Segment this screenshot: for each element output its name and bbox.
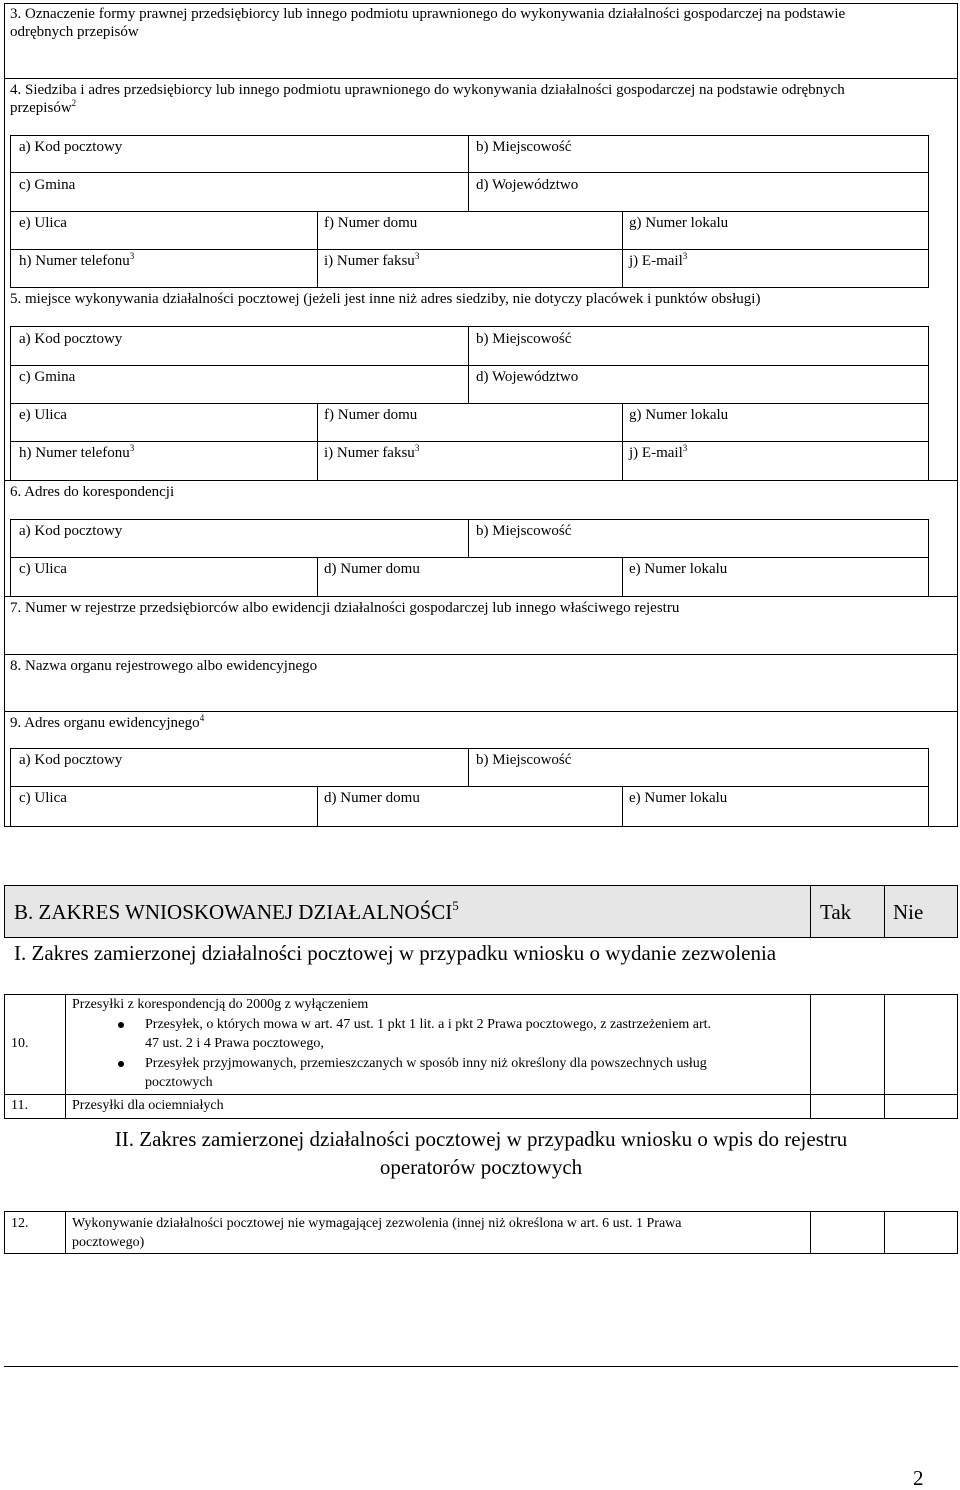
row10-nie-checkbox[interactable]: [885, 995, 956, 1093]
s7-title: 7. Numer w rejestrze przedsiębiorców albo ewidencji działalności gospodarczej lub innego właściwego rejestru: [10, 600, 680, 616]
s9-kod-label[interactable]: a) Kod pocztowy: [19, 752, 123, 768]
s4-numer-lokalu-label[interactable]: g) Numer lokalu: [629, 215, 729, 231]
s7-input-area[interactable]: [10, 620, 956, 653]
bullet-icon: [118, 1061, 124, 1067]
section-b-footnote-ref: 5: [452, 898, 459, 913]
s6-numer-domu-label[interactable]: d) Numer domu: [324, 561, 420, 577]
s9-numer-lokalu-label[interactable]: e) Numer lokalu: [629, 790, 728, 806]
s4-line2-text: przepisów: [10, 100, 72, 116]
page-number: 2: [913, 1466, 924, 1490]
s5-numer-domu-label[interactable]: f) Numer domu: [324, 407, 418, 423]
part-ii-title-line2: operatorów pocztowych: [379, 1155, 583, 1179]
s6-miejscowosc-label[interactable]: b) Miejscowość: [476, 523, 572, 539]
s5-miejscowosc-label[interactable]: b) Miejscowość: [476, 331, 572, 347]
s9-ulica-label[interactable]: c) Ulica: [19, 790, 67, 806]
s3-line1: 3. Oznaczenie formy prawnej przedsiębiorcy lub innego podmiotu uprawnionego do wykonywania działalności gospodarczej na podstawie: [10, 6, 846, 22]
bullet-icon: [118, 1022, 124, 1028]
s4-faks-text: i) Numer faksu: [324, 253, 415, 269]
row12-line1: Wykonywanie działalności pocztowej nie wymagającej zezwolenia (innej niż określona w art. 6 ust. 1 Prawa: [72, 1216, 682, 1231]
s5-numer-lokalu-label[interactable]: g) Numer lokalu: [629, 407, 729, 423]
row10-bullet1-line1: Przesyłek, o których mowa w art. 47 ust. 1 pkt 1 lit. a i pkt 2 Prawa pocztowego, z zastrzeżeniem art.: [145, 1017, 712, 1032]
s8-input-area[interactable]: [10, 678, 956, 710]
s6-kod-label[interactable]: a) Kod pocztowy: [19, 523, 123, 539]
s5-kod-label[interactable]: a) Kod pocztowy: [19, 331, 123, 347]
s6-title: 6. Adres do korespondencji: [10, 484, 175, 500]
s4-line1: 4. Siedziba i adres przedsiębiorcy lub innego podmiotu uprawnionego do wykonywania działalności gospodarczej na podstawie odrębnych: [10, 82, 845, 98]
footnote-ref: 3: [414, 443, 420, 453]
column-tak: Tak: [820, 900, 852, 924]
column-nie: Nie: [893, 900, 924, 924]
s3-line2: odrębnych przepisów: [10, 24, 139, 40]
footnote-ref: 3: [414, 251, 420, 261]
s5-title: 5. miejsce wykonywania działalności pocztowej (jeżeli jest inne niż adres siedziby, nie dotyczy placówek i punktów obsługi): [10, 291, 761, 307]
s9-title: [10, 713, 205, 731]
s4-email-text: j) E-mail: [629, 253, 683, 269]
s6-numer-lokalu-label[interactable]: e) Numer lokalu: [629, 561, 728, 577]
s6-ulica-label[interactable]: c) Ulica: [19, 561, 67, 577]
s4-telefon-label[interactable]: [19, 251, 135, 269]
s5-email-text: j) E-mail: [629, 445, 683, 461]
s4-gmina-label[interactable]: c) Gmina: [19, 177, 76, 193]
s4-ulica-label[interactable]: e) Ulica: [19, 215, 67, 231]
s4-email-label[interactable]: [629, 251, 688, 269]
row11-text: Przesyłki dla ociemniałych: [72, 1098, 224, 1113]
s9-footnote-ref: 4: [199, 713, 205, 723]
row12-number: 12.: [11, 1216, 29, 1231]
part-i-title: I. Zakres zamierzonej działalności pocztowej w przypadku wniosku o wydanie zezwolenia: [14, 941, 777, 965]
s5-gmina-label[interactable]: c) Gmina: [19, 369, 76, 385]
footnote-ref: 3: [682, 443, 688, 453]
s5-telefon-text: h) Numer telefonu: [19, 445, 130, 461]
s9-numer-domu-label[interactable]: d) Numer domu: [324, 790, 420, 806]
s4-miejscowosc-label[interactable]: b) Miejscowość: [476, 139, 572, 155]
s4-wojewodztwo-label[interactable]: d) Województwo: [476, 177, 579, 193]
s4-telefon-text: h) Numer telefonu: [19, 253, 130, 269]
footnote-ref: 3: [682, 251, 688, 261]
s5-wojewodztwo-label[interactable]: d) Województwo: [476, 369, 579, 385]
s4-footnote-ref: 2: [71, 98, 77, 108]
row10-intro: Przesyłki z korespondencją do 2000g z wyłączeniem: [72, 997, 369, 1012]
row12-tak-checkbox[interactable]: [811, 1212, 883, 1252]
part-ii-title-line1: II. Zakres zamierzonej działalności pocztowej w przypadku wniosku o wpis do rejestru: [114, 1127, 848, 1151]
row11-nie-checkbox[interactable]: [885, 1095, 956, 1117]
s4-line2: [10, 98, 77, 116]
s5-faks-text: i) Numer faksu: [324, 445, 415, 461]
s5-telefon-label[interactable]: [19, 443, 135, 461]
footer-rule: [4, 1366, 958, 1367]
s8-title: 8. Nazwa organu rejestrowego albo ewidencyjnego: [10, 658, 318, 674]
s3-input-area[interactable]: [10, 42, 956, 78]
s4-kod-label[interactable]: a) Kod pocztowy: [19, 139, 123, 155]
row11-number: 11.: [11, 1098, 28, 1113]
s4-faks-label[interactable]: [324, 251, 420, 269]
row10-bullet2-line1: Przesyłek przyjmowanych, przemieszczanych w sposób inny niż określony dla powszechnych usług: [145, 1056, 707, 1071]
row10-tak-checkbox[interactable]: [811, 995, 883, 1093]
s9-title-text: 9. Adres organu ewidencyjnego: [10, 715, 200, 731]
row12-line2: pocztowego): [72, 1235, 145, 1250]
footnote-ref: 3: [129, 443, 135, 453]
row10-bullet1-line2: 47 ust. 2 i 4 Prawa pocztowego,: [145, 1036, 324, 1051]
row11-tak-checkbox[interactable]: [811, 1095, 883, 1117]
footnote-ref: 3: [129, 251, 135, 261]
section-b-title-text: B. ZAKRES WNIOSKOWANEJ DZIAŁALNOŚCI: [14, 900, 453, 924]
s4-numer-domu-label[interactable]: f) Numer domu: [324, 215, 418, 231]
row12-nie-checkbox[interactable]: [885, 1212, 956, 1252]
s5-email-label[interactable]: [629, 443, 688, 461]
section-b-title: [14, 898, 459, 924]
s5-ulica-label[interactable]: e) Ulica: [19, 407, 67, 423]
s9-miejscowosc-label[interactable]: b) Miejscowość: [476, 752, 572, 768]
s5-faks-label[interactable]: [324, 443, 420, 461]
row10-number: 10.: [11, 1036, 29, 1051]
row10-bullet2-line2: pocztowych: [145, 1075, 213, 1090]
